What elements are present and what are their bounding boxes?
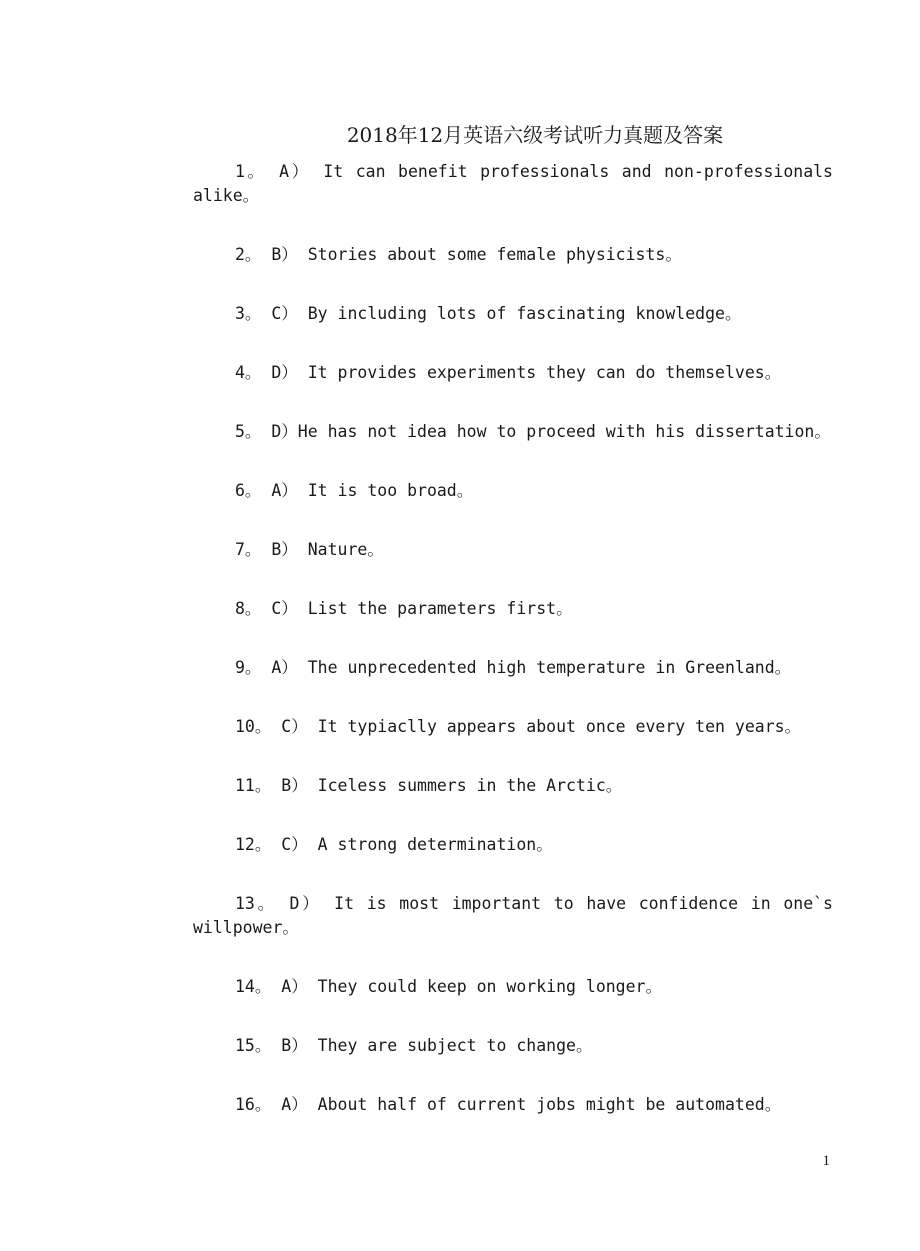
answer-item-6: 6。 A） It is too broad。 (235, 481, 474, 500)
answer-item-3: 3。 C） By including lots of fascinating knowledge。 (235, 304, 742, 323)
answer-item-15: 15。 B） They are subject to change。 (235, 1036, 593, 1055)
answer-item-9: 9。 A） The unprecedented high temperature in Greenland。 (235, 658, 792, 677)
answer-item-7: 7。 B） Nature。 (235, 540, 384, 559)
answer-item-12: 12。 C） A strong determination。 (235, 835, 553, 854)
answer-item-10: 10。 C） It typiaclly appears about once every ten years。 (235, 717, 802, 736)
answer-item-2: 2。 B） Stories about some female physicists。 (235, 245, 682, 264)
answer-item-5: 5。 D）He has not idea how to proceed with his dissertation。 (235, 422, 831, 441)
page-number: 1 (822, 1153, 830, 1169)
answer-item-11: 11。 B） Iceless summers in the Arctic。 (235, 776, 623, 795)
page-title: 2018年12月英语六级考试听力真题及答案 (346, 123, 724, 147)
answer-item-16: 16。 A） About half of current jobs might be automated。 (235, 1095, 782, 1114)
answer-item-1: 1。 A） It can benefit professionals and non-professionals alike。 (193, 162, 843, 205)
answer-item-4: 4。 D） It provides experiments they can do themselves。 (235, 363, 782, 382)
answer-list (193, 160, 843, 1152)
answer-item-13: 13。 D） It is most important to have confidence in one`s willpower。 (193, 894, 843, 937)
answer-item-8: 8。 C） List the parameters first。 (235, 599, 573, 618)
answer-item-14: 14。 A） They could keep on working longer。 (235, 977, 662, 996)
